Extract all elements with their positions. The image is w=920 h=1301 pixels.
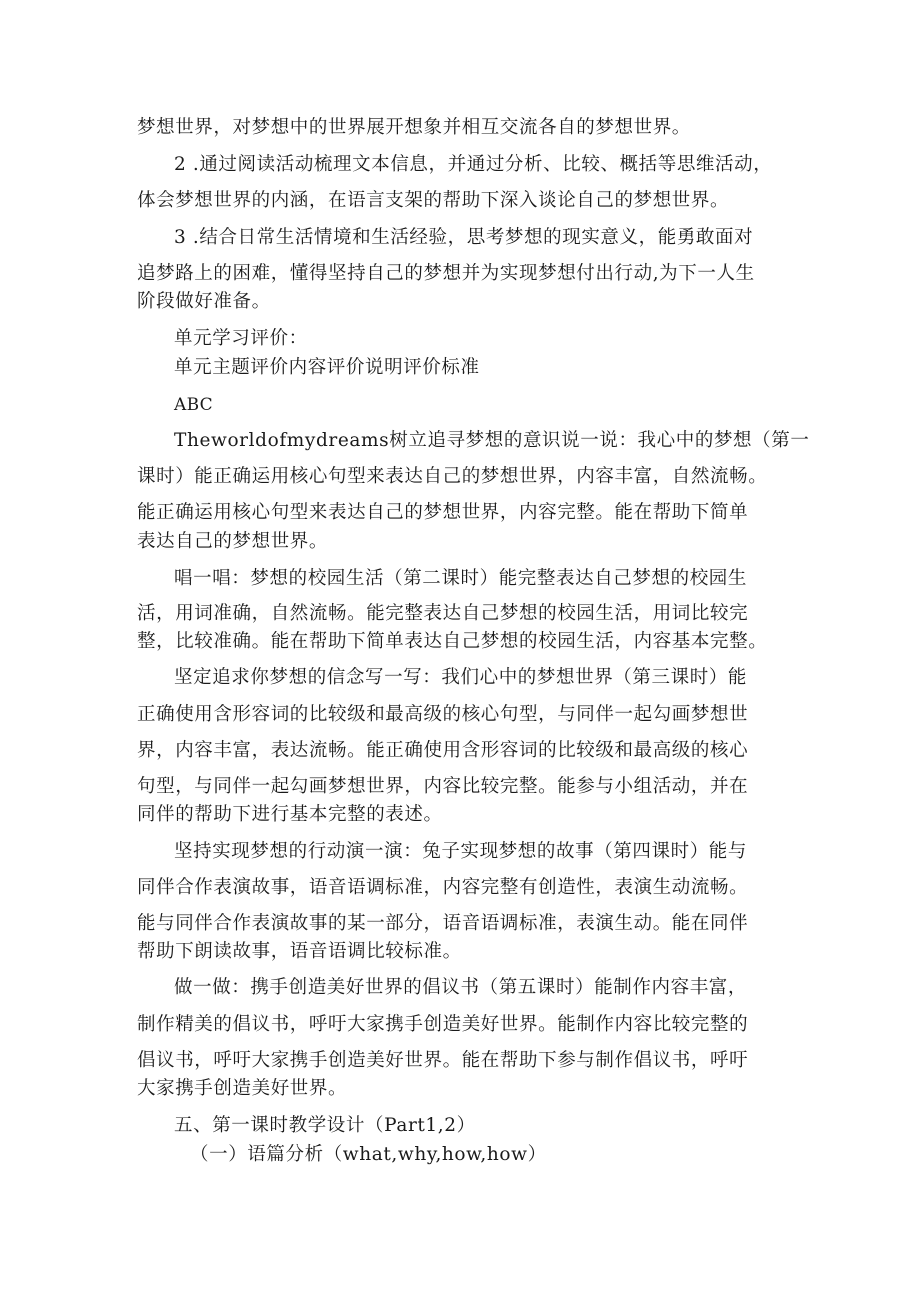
- text-line-26: 做一做：携手创造美好世界的倡议书（第五课时）能制作内容丰富，: [174, 977, 748, 998]
- subsection-heading-1: （一）语篇分析（what,why,how,how）: [190, 1144, 547, 1165]
- text-line-4: 3 .结合日常生活情境和生活经验，思考梦想的现实意义，能勇敢面对: [174, 227, 754, 248]
- text-line-9: ABC: [174, 395, 213, 415]
- text-line-24: 能与同伴合作表演故事的某一部分，语音语调标准，表演生动。能在同伴: [137, 913, 749, 934]
- text-line-23: 同伴合作表演故事，语音语调标准，内容完整有创造性，表演生动流畅。: [137, 877, 749, 898]
- text-line-28: 倡议书，呼吁大家携手创造美好世界。能在帮助下参与制作倡议书，呼吁: [137, 1050, 749, 1071]
- section-heading-5: 五、第一课时教学设计（Part1,2）: [174, 1115, 476, 1136]
- text-line-27: 制作精美的倡议书，呼吁大家携手创造美好世界。能制作内容比较完整的: [137, 1014, 749, 1035]
- text-line-18: 正确使用含形容词的比较级和最高级的核心句型，与同伴一起勾画梦想世: [137, 704, 749, 725]
- text-line-6: 阶段做好准备。: [137, 291, 271, 312]
- text-line-16: 整，比较准确。能在帮助下简单表达自己梦想的校园生活，内容基本完整。: [137, 631, 768, 652]
- text-line-13: 表达自己的梦想世界。: [137, 531, 329, 552]
- text-line-7: 单元学习评价：: [174, 328, 308, 349]
- text-line-22: 坚持实现梦想的行动演一演：兔子实现梦想的故事（第四课时）能与: [174, 841, 748, 862]
- text-line-14: 唱一唱：梦想的校园生活（第二课时）能完整表达自己梦想的校园生: [174, 568, 748, 589]
- text-line-29: 大家携手创造美好世界。: [137, 1078, 348, 1099]
- text-line-1: 梦想世界，对梦想中的世界展开想象并相互交流各自的梦想世界。: [137, 117, 691, 138]
- text-line-5: 追梦路上的困难，懂得坚持自己的梦想并为实现梦想付出行动,为下一人生: [137, 263, 755, 284]
- text-line-3: 体会梦想世界的内涵，在语言支架的帮助下深入谈论自己的梦想世界。: [137, 190, 730, 211]
- text-line-17: 坚定追求你梦想的信念写一写：我们心中的梦想世界（第三课时）能: [174, 667, 748, 688]
- text-line-2: 2 .通过阅读活动梳理文本信息，并通过分析、比较、概括等思维活动，: [174, 154, 773, 175]
- text-line-8: 单元主题评价内容评价说明评价标准: [174, 357, 480, 378]
- text-line-19: 界，内容丰富，表达流畅。能正确使用含形容词的比较级和最高级的核心: [137, 740, 749, 761]
- text-line-11: 课时）能正确运用核心句型来表达自己的梦想世界，内容丰富，自然流畅。: [137, 466, 768, 487]
- text-line-10: Theworldofmydreams树立追寻梦想的意识说一说：我心中的梦想（第一: [174, 430, 810, 451]
- text-line-15: 活，用词准确，自然流畅。能完整表达自己梦想的校园生活，用词比较完: [137, 603, 749, 624]
- text-line-25: 帮助下朗读故事，语音语调比较标准。: [137, 941, 462, 962]
- text-line-21: 同伴的帮助下进行基本完整的表述。: [137, 804, 443, 825]
- text-line-12: 能正确运用核心句型来表达自己的梦想世界，内容完整。能在帮助下简单: [137, 502, 749, 523]
- text-line-20: 句型，与同伴一起勾画梦想世界，内容比较完整。能参与小组活动，并在: [137, 776, 749, 797]
